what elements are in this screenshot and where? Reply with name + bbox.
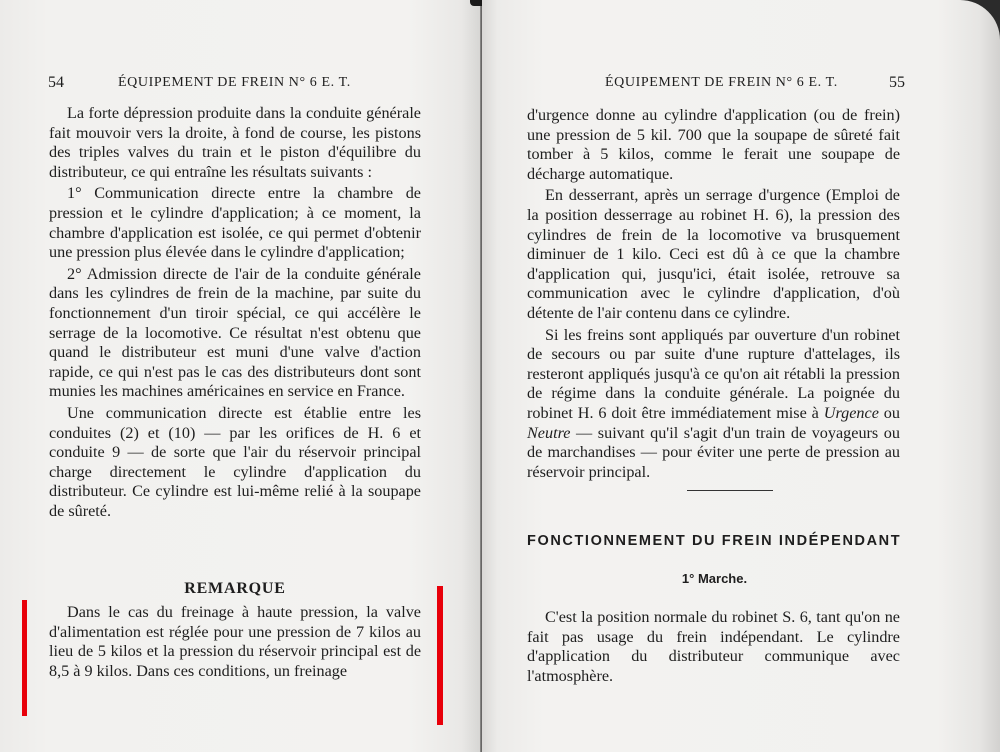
right-page	[482, 0, 1000, 752]
paragraph: Une communication directe est établie entre les conduites (2) et (10) — par les orifices de H. 6 et conduite 9 — de sorte que l'air du réservoir principal charge directement le cylindre d'application du distributeur. Ce cylindre est lui-même relié à la soupape de sûreté.	[49, 403, 421, 520]
italic-term-neutre: Neutre	[527, 423, 571, 442]
sub-title: 1° Marche.	[681, 571, 748, 586]
running-head: ÉQUIPEMENT DE FREIN N° 6 E. T.	[118, 75, 351, 90]
text-run: Si les freins sont appliqués par ouverture d'un robinet de secours ou par suite d'une rupture d'attelages, ils resteront appliqués jusqu'à ce qu'on ait rétabli la pression de régime dans la conduite générale. La poignée du robinet H. 6 doit être immédiatement mise à	[527, 325, 900, 422]
italic-term-urgence: Urgence	[823, 403, 879, 422]
paragraph: La forte dépression produite dans la conduite générale fait mouvoir vers la droite, à fond de course, les pistons des triples valves du train et le piston d'équilibre du distributeur, ce qui entraîne les résultats suivants :	[49, 104, 421, 181]
highlight-bar-right	[437, 586, 443, 725]
paragraph: 1° Communication directe entre la chambre de pression et le cylindre d'application; à ce moment, la chambre d'application est isolée, ce qui permet d'obtenir une pression plus élevée dans le cylindre d'application;	[49, 184, 421, 262]
paragraph: C'est la position normale du robinet S. 6, tant qu'on ne fait pas usage du frein indépendant. Le cylindre d'application du distributeur communique avec l'atmosphère.	[527, 608, 900, 685]
section-divider	[687, 490, 773, 491]
body-text	[49, 104, 421, 521]
running-head: ÉQUIPEMENT DE FREIN N° 6 E. T.	[605, 75, 838, 90]
highlight-bar-left	[22, 600, 27, 716]
section-text-block	[527, 608, 900, 686]
page-number: 54	[48, 74, 64, 91]
remarque-paragraph: Dans le cas du freinage à haute pression, la valve d'alimentation est réglée pour une pression de 7 kilos au lieu de 5 kilos et la pression du réservoir principal est de 8,5 à 9 kilos. Dans ces conditions, un freinage	[49, 603, 421, 680]
text-run: — suivant qu'il s'agit d'un train de voyageurs ou de marchandises — pour éviter une perte de pression au réservoir principal.	[527, 423, 900, 481]
text-run: ou	[878, 403, 900, 422]
paragraph: 2° Admission directe de l'air de la conduite générale dans les cylindres de frein de la machine, par suite du fonctionnement d'un tiroir spécial, ce qui accélère le serrage de la locomotive. Ce résultat n'est obtenu que quand le distributeur est muni d'une valve d'action rapide, ce qui n'est pas le cas des distributeurs dont sont munies les machines américaines en service en France.	[49, 264, 421, 401]
remarque-heading: REMARQUE	[184, 580, 286, 597]
page-number: 55	[889, 74, 905, 91]
section-title: FONCTIONNEMENT DU FREIN INDÉPENDANT	[527, 533, 902, 549]
paragraph: d'urgence donne au cylindre d'application (ou de frein) une pression de 5 kil. 700 que la soupape de sûreté fait tomber à 5 kilos, comme le ferait une soupape de décharge automatique.	[527, 106, 900, 183]
paragraph: En desserrant, après un serrage d'urgence (Emploi de la position desserrage au robinet H. 6), la pression des cylindres de frein de la locomotive va brusquement diminuer de 1 kilo. Ceci est dû à ce que la chambre d'application qui, jusqu'ici, était isolée, retrouve sa communication avec le cylindre d'application, d'où détente de l'air contenu dans ce cylindre.	[527, 186, 900, 322]
left-page	[0, 0, 481, 752]
paragraph	[527, 326, 900, 483]
body-text	[527, 106, 900, 482]
remarque-text-block	[49, 603, 421, 681]
